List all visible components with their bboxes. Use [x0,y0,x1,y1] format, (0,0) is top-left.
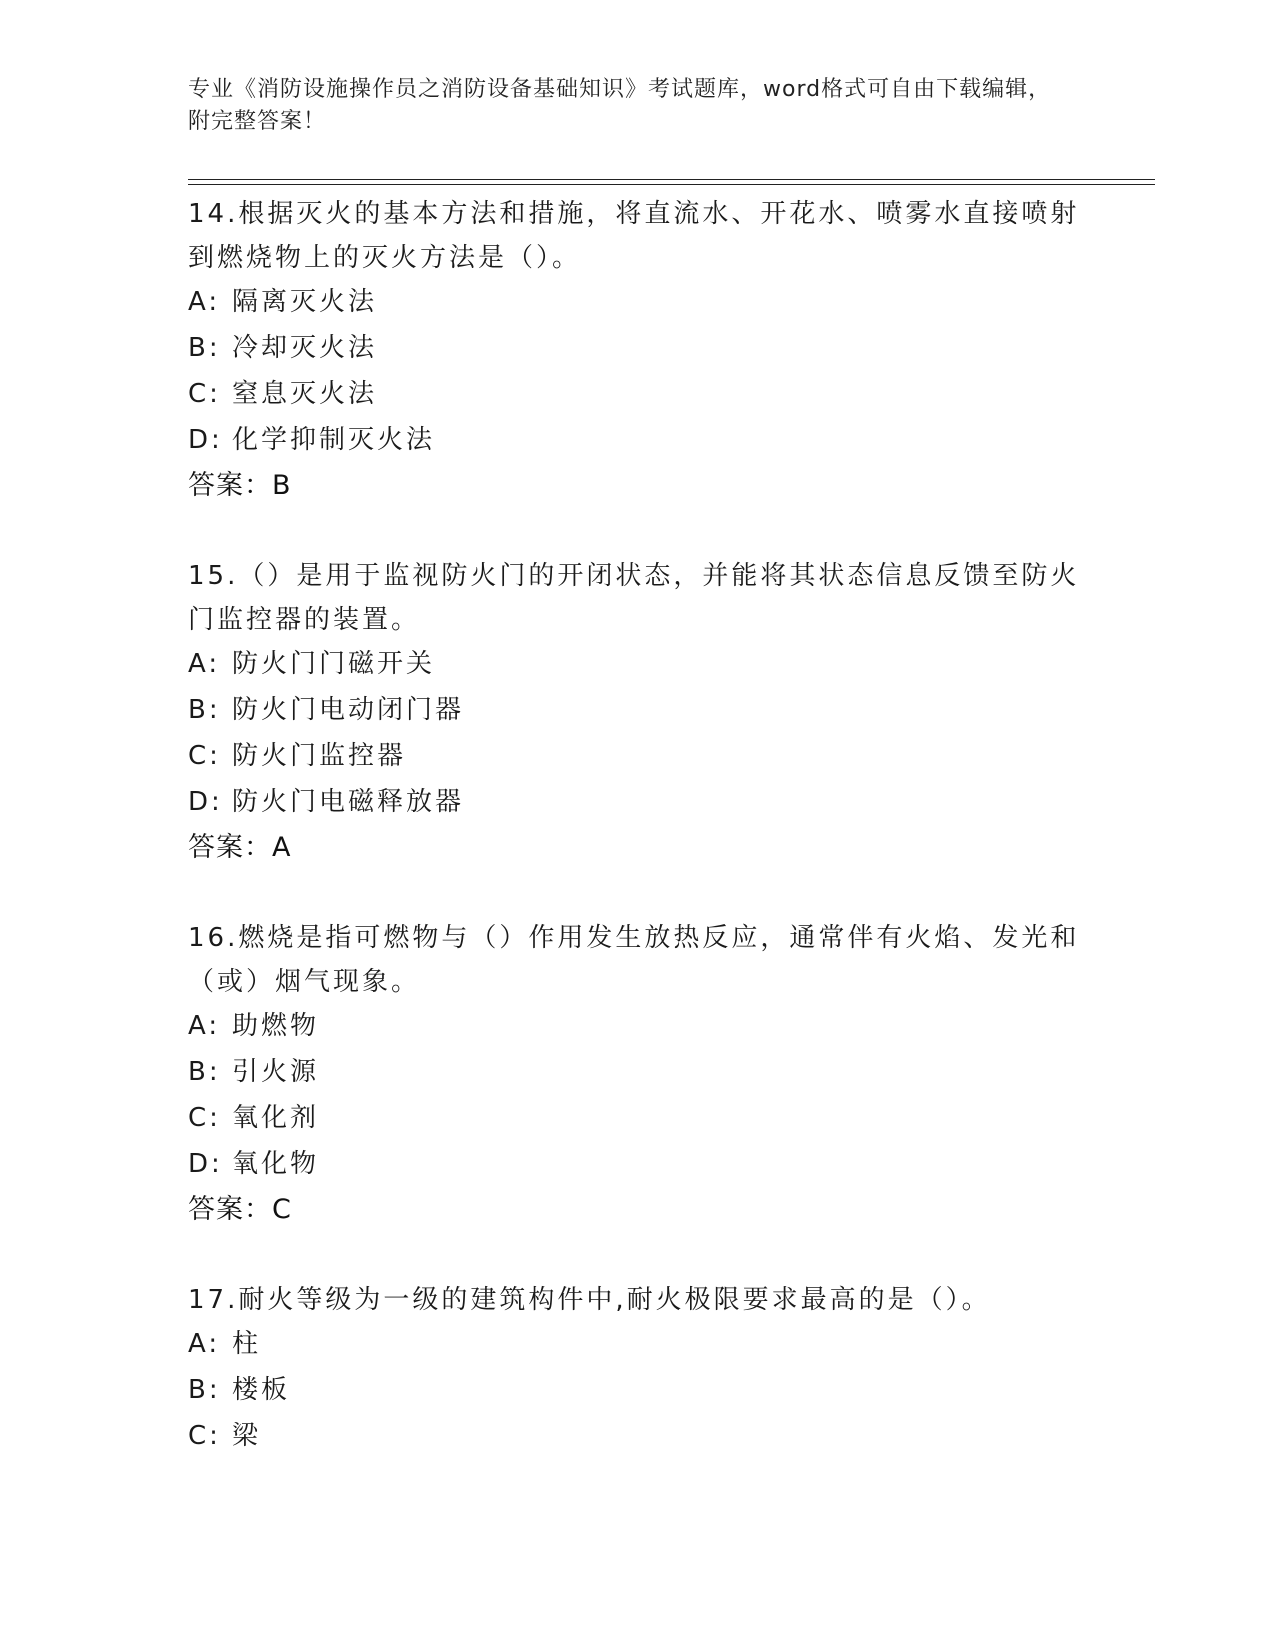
option-text: 防火门电动闭门器 [232,695,465,725]
option-letter: B: [188,1057,221,1087]
option-text: 化学抑制灭火法 [232,425,436,455]
header-divider-bottom [188,184,1155,185]
option-letter: A: [188,1011,221,1041]
option-text: 氧化剂 [232,1103,320,1133]
option-letter: C: [188,741,221,771]
option-d [188,418,1088,464]
question-15 [188,552,1088,872]
option-a [188,1004,1088,1050]
question-17 [188,1276,1088,1460]
option-c [188,372,1088,418]
option-letter: A: [188,649,221,679]
document-header: 专业《消防设施操作员之消防设备基础知识》考试题库，word格式可自由下载编辑，附完整答案！ [188,77,1052,134]
option-letter: B: [188,695,221,725]
option-letter: B: [188,1375,221,1405]
option-a [188,1322,1088,1368]
option-text: 梁 [232,1421,262,1451]
question-stem: 14.根据灭火的基本方法和措施，将直流水、开花水、喷雾水直接喷射到燃烧物上的灭火方法是（）。 [188,199,1080,273]
option-b [188,1050,1088,1096]
option-text: 引火源 [232,1057,320,1087]
option-c [188,1414,1088,1460]
option-c [188,1096,1088,1142]
option-text: 助燃物 [232,1011,320,1041]
option-letter: B: [188,333,221,363]
option-letter: D: [188,787,223,817]
option-letter: D: [188,1149,223,1179]
header-divider-top [188,179,1155,180]
option-letter: C: [188,1421,221,1451]
option-text: 楼板 [232,1375,291,1405]
option-c [188,734,1088,780]
option-text: 窒息灭火法 [232,379,378,409]
option-text: 隔离灭火法 [232,287,378,317]
question-stem: 15.（）是用于监视防火门的开闭状态，并能将其状态信息反馈至防火门监控器的装置。 [188,561,1080,635]
option-text: 柱 [232,1329,262,1359]
option-a [188,642,1088,688]
option-text: 防火门门磁开关 [232,649,436,679]
option-text: 氧化物 [232,1149,320,1179]
option-d [188,780,1088,826]
option-text: 防火门监控器 [232,741,407,771]
option-letter: A: [188,287,221,317]
option-d [188,1142,1088,1188]
option-b [188,688,1088,734]
question-stem: 17.耐火等级为一级的建筑构件中,耐火极限要求最高的是（）。 [188,1285,991,1315]
question-stem: 16.燃烧是指可燃物与（）作用发生放热反应，通常伴有火焰、发光和（或）烟气现象。 [188,923,1080,997]
option-b [188,1368,1088,1414]
answer-line: 答案：A [188,832,292,863]
option-a [188,280,1088,326]
option-letter: A: [188,1329,221,1359]
question-list [188,190,1088,1502]
question-14 [188,190,1088,510]
option-b [188,326,1088,372]
option-letter: C: [188,1103,221,1133]
question-16 [188,914,1088,1234]
answer-line: 答案：C [188,1194,292,1225]
option-letter: D: [188,425,223,455]
option-text: 冷却灭火法 [232,333,378,363]
option-letter: C: [188,379,221,409]
option-text: 防火门电磁释放器 [232,787,465,817]
answer-line: 答案：B [188,470,292,501]
